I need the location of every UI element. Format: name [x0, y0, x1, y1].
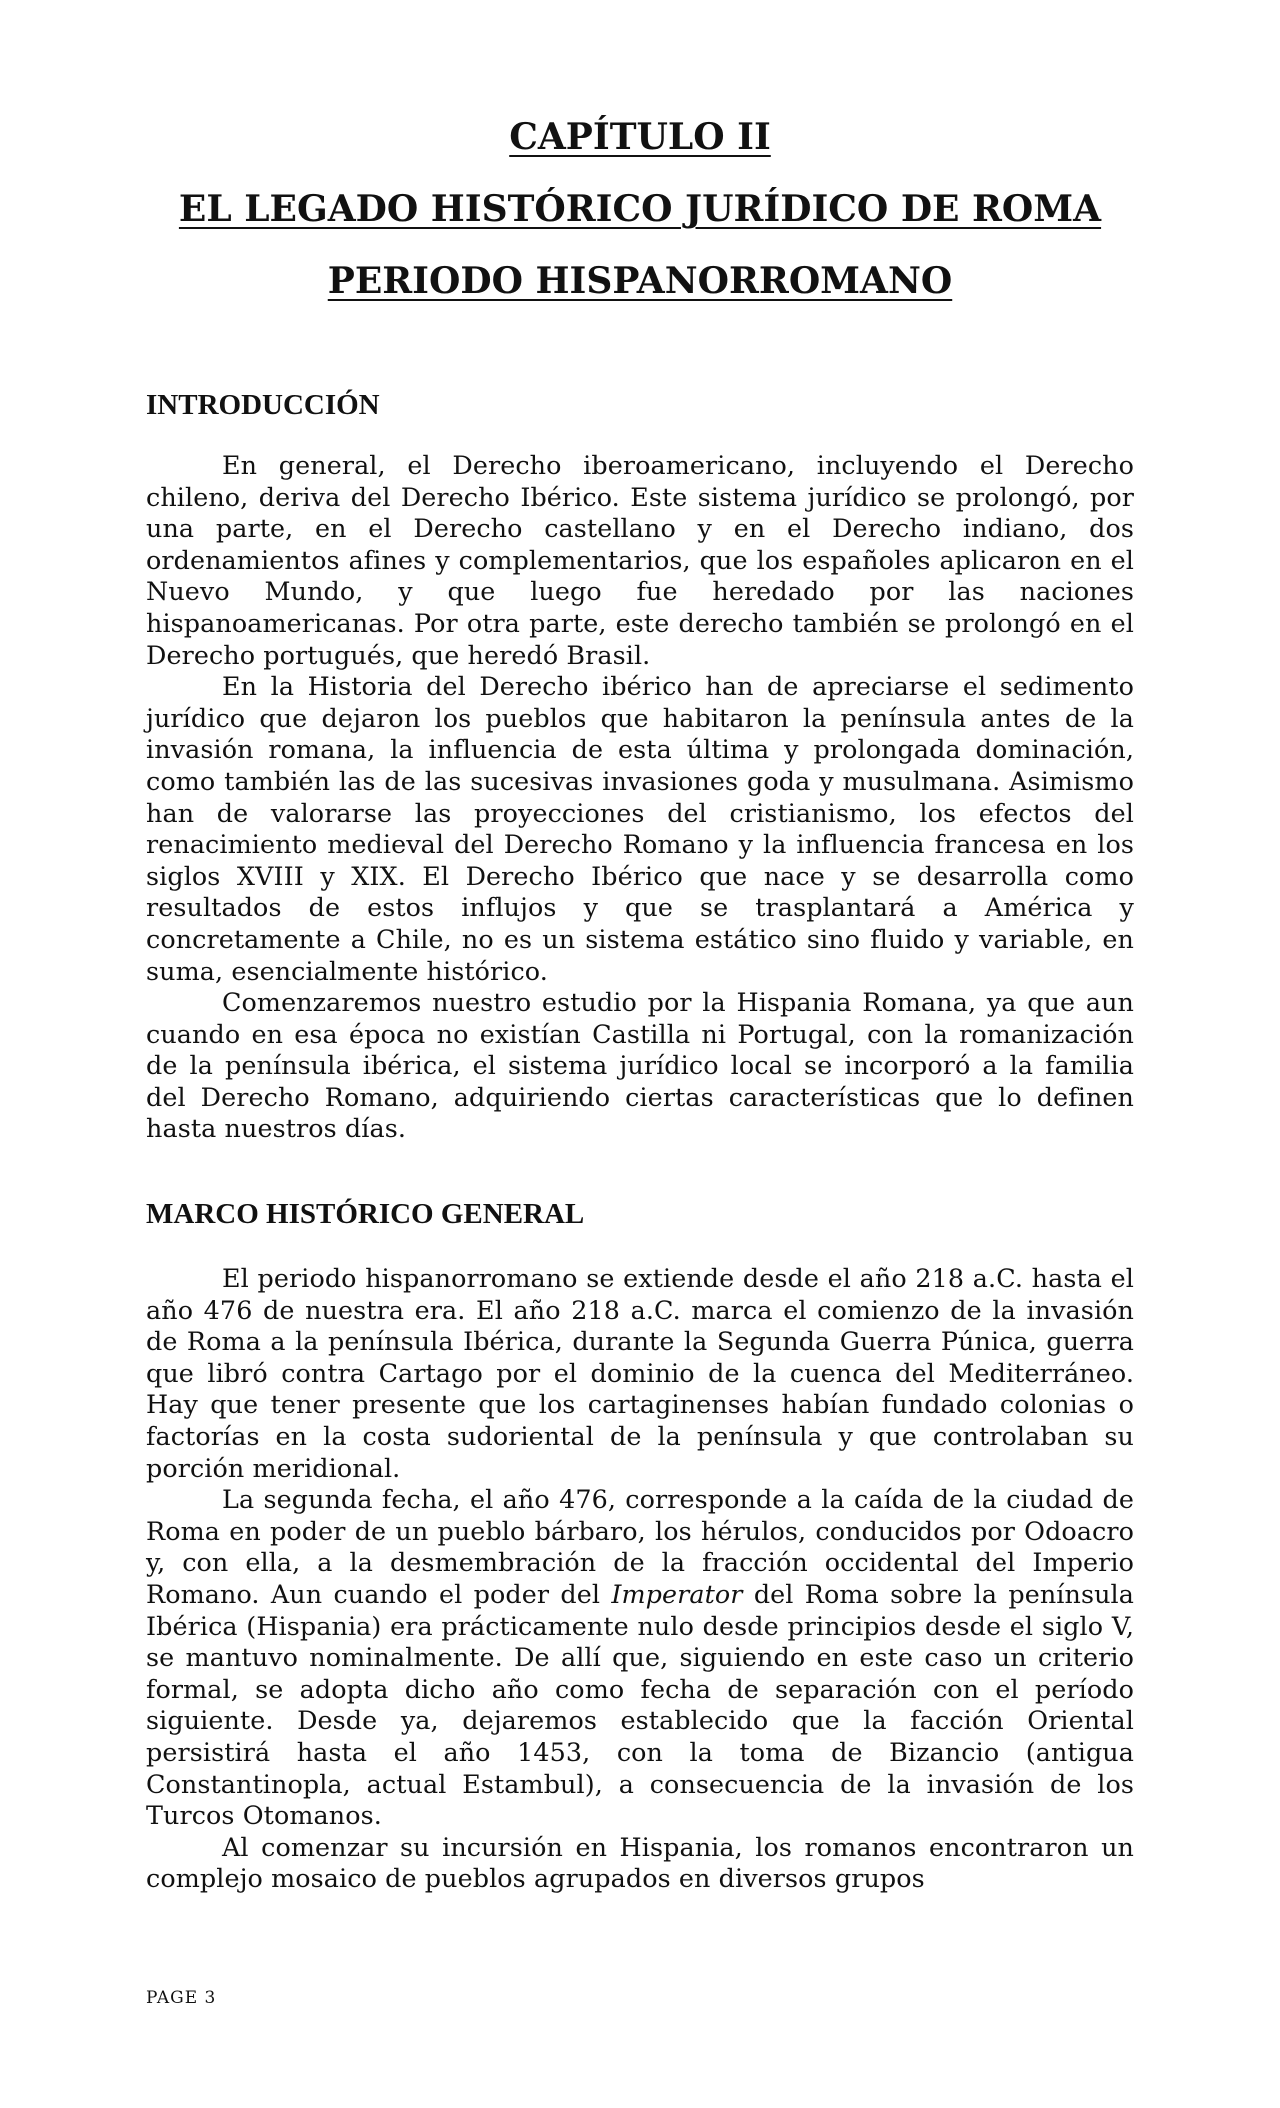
- paragraph: Al comenzar su incursión en Hispania, los romanos encontraron un complejo mosaico de pueblos agrupados en diversos grupos: [146, 1831, 1134, 1894]
- chapter-title: CAPÍTULO II: [509, 116, 771, 158]
- paragraph: En general, el Derecho iberoamericano, incluyendo el Derecho chileno, deriva del Derecho Ibérico. Este sistema jurídico se prolongó, por una parte, en el Derecho castellano y en el Derecho indiano, dos ordenamientos afines y complementarios, que los españoles aplicaron en el Nuevo Mundo, y que luego fue heredado por las naciones hispanoamericanas. Por otra parte, este derecho también se prolongó en el Derecho portugués, que heredó Brasil.: [146, 450, 1134, 670]
- section-heading-marco-historico: MARCO HISTÓRICO GENERAL: [146, 1198, 585, 1231]
- chapter-title-block: [146, 112, 1134, 328]
- paragraph-text: del Roma sobre la península Ibérica (Hispania) era prácticamente nulo desde principios desde el siglo V, se mantuvo nominalmente. De allí que, siguiendo en este caso un criterio formal, se adopta dicho año como fecha de separación con el período siguiente. Desde ya, dejaremos establecido que la facción Oriental persistirá hasta el año 1453, con la toma de Bizancio (antigua Constantinopla, actual Estambul), a consecuencia de la invasión de los Turcos Otomanos.: [146, 1579, 1134, 1831]
- page-number: PAGE 3: [146, 1988, 217, 2008]
- paragraph: El periodo hispanorromano se extiende desde el año 218 a.C. hasta el año 476 de nuestra era. El año 218 a.C. marca el comienzo de la invasión de Roma a la península Ibérica, durante la Segunda Guerra Púnica, guerra que libró contra Cartago por el dominio de la cuenca del Mediterráneo. Hay que tener presente que los cartaginenses habían fundado colonias o factorías en la costa sudoriental de la península y que controlaban su porción meridional.: [146, 1263, 1134, 1483]
- italic-term: Imperator: [611, 1579, 743, 1609]
- section-heading-introduccion: INTRODUCCIÓN: [146, 389, 380, 421]
- paragraph: En la Historia del Derecho ibérico han de apreciarse el sedimento jurídico que dejaron los pueblos que habitaron la península antes de la invasión romana, la influencia de esta última y prolongada dominación, como también las de las sucesivas invasiones goda y musulmana. Asimismo han de valorarse las proyecciones del cristianismo, los efectos del renacimiento medieval del Derecho Romano y la influencia francesa en los siglos XVIII y XIX. El Derecho Ibérico que nace y se desarrolla como resultados de estos influjos y que se trasplantará a América y concretamente a Chile, no es un sistema estático sino fluido y variable, en suma, esencialmente histórico.: [146, 671, 1134, 986]
- paragraph: [146, 1484, 1134, 1832]
- chapter-subtitle: EL LEGADO HISTÓRICO JURÍDICO DE ROMA: [178, 188, 1102, 230]
- document-body: [146, 386, 1134, 1895]
- chapter-period: PERIODO HISPANORROMANO: [327, 260, 953, 302]
- paragraph-text: La segunda fecha, el año 476, corresponde a la caída de la ciudad de Roma en poder de un pueblo bárbaro, los hérulos, conducidos por Odoacro y, con ella, a la desmembración de la fracción occidental del Imperio Romano. Aun cuando el poder del: [146, 1484, 1134, 1609]
- paragraph: Comenzaremos nuestro estudio por la Hispania Romana, ya que aun cuando en esa época no existían Castilla ni Portugal, con la romanización de la península ibérica, el sistema jurídico local se incorporó a la familia del Derecho Romano, adquiriendo ciertas características que lo definen hasta nuestros días.: [146, 987, 1134, 1144]
